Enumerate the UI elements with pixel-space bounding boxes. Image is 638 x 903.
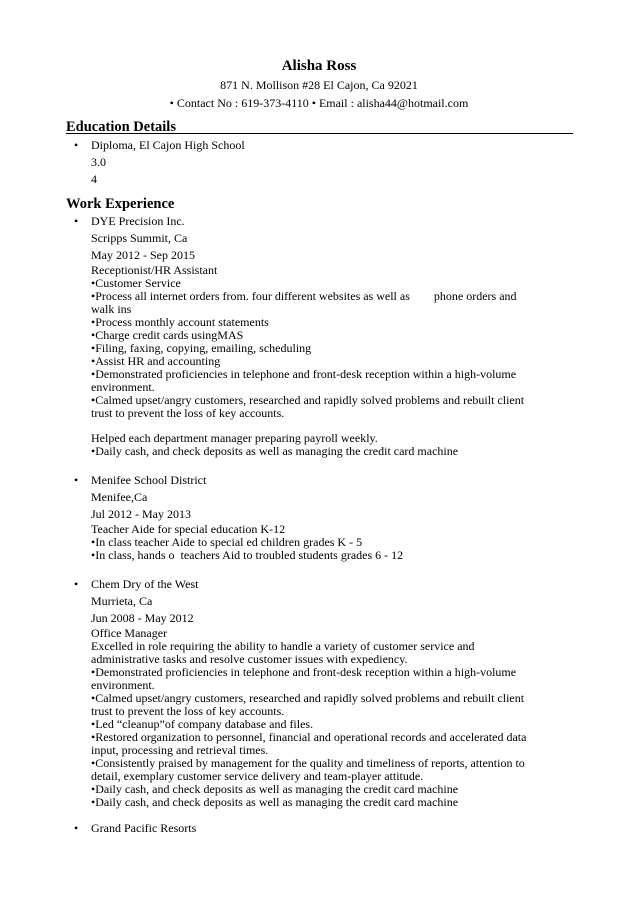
company-name: Chem Dry of the West xyxy=(91,577,199,591)
detail-line: •In class teacher Aide to special ed children grades K - 5 xyxy=(91,535,363,549)
detail-line: •Demonstrated proficiencies in telephone and front-desk reception within a high-volume xyxy=(91,665,517,679)
detail-line: input, processing and retrieval times. xyxy=(91,743,269,757)
company-name: Menifee School District xyxy=(91,473,207,487)
detail-line: detail, exemplary customer service delivery and team-player attitude. xyxy=(91,769,424,783)
work-entry-body xyxy=(91,576,571,809)
education-entry-body xyxy=(91,137,571,188)
detail-line: environment. xyxy=(91,380,155,394)
job-location: Scripps Summit, Ca xyxy=(91,231,188,245)
work-entry-body xyxy=(91,472,571,562)
detail-line: •Daily cash, and check deposits as well as managing the credit card machine xyxy=(91,782,459,796)
detail-line: •Led “cleanup”of company database and files. xyxy=(91,717,314,731)
job-dates: May 2012 - Sep 2015 xyxy=(91,248,195,262)
contact-line: • Contact No : 619-373-4110 • Email : alisha44@hotmail.com xyxy=(169,96,469,110)
detail-line: •Restored organization to personnel, financial and operational records and accelerated data xyxy=(91,730,527,744)
bullet-icon: • xyxy=(74,138,79,152)
scale-line: 4 xyxy=(91,172,97,186)
detail-line: •Filing, faxing, copying, emailing, scheduling xyxy=(91,341,312,355)
address-line: 871 N. Mollison #28 El Cajon, Ca 92021 xyxy=(220,78,418,92)
company-name: Grand Pacific Resorts xyxy=(91,821,197,835)
detail-line: •Daily cash, and check deposits as well as managing the credit card machine xyxy=(91,795,459,809)
job-location: Murrieta, Ca xyxy=(91,594,153,608)
detail-line: •Demonstrated proficiencies in telephone and front-desk reception within a high-volume xyxy=(91,367,517,381)
detail-line: •Customer Service xyxy=(91,276,181,290)
candidate-name: Alisha Ross xyxy=(281,58,357,74)
detail-line: Receptionist/HR Assistant xyxy=(91,263,218,277)
work-heading: Work Experience xyxy=(66,196,175,212)
detail-line: •Calmed upset/angry customers, researched and rapidly solved problems and rebuilt client xyxy=(91,393,525,407)
bullet-icon: • xyxy=(74,214,79,228)
detail-line: •Calmed upset/angry customers, researched and rapidly solved problems and rebuilt client xyxy=(91,691,525,705)
work-entry-body xyxy=(91,213,571,458)
detail-line: Excelled in role requiring the ability to handle a variety of customer service and xyxy=(91,639,475,653)
education-heading: Education Details xyxy=(66,119,176,135)
bullet-icon: • xyxy=(74,577,79,591)
bullet-icon: • xyxy=(74,821,79,835)
detail-line: •In class, hands o teachers Aid to troubled students grades 6 - 12 xyxy=(91,548,404,562)
detail-line: •Assist HR and accounting xyxy=(91,354,221,368)
company-name: DYE Precision Inc. xyxy=(91,214,185,228)
job-dates: Jun 2008 - May 2012 xyxy=(91,611,194,625)
detail-line: administrative tasks and resolve customer issues with expediency. xyxy=(91,652,408,666)
detail-line: •Daily cash, and check deposits as well as managing the credit card machine xyxy=(91,444,459,458)
detail-line: environment. xyxy=(91,678,155,692)
detail-line: trust to prevent the loss of key accounts. xyxy=(91,406,285,420)
detail-line: Office Manager xyxy=(91,626,168,640)
job-location: Menifee,Ca xyxy=(91,490,148,504)
school-line: Diploma, El Cajon High School xyxy=(91,138,245,152)
job-dates: Jul 2012 - May 2013 xyxy=(91,507,191,521)
gpa-line: 3.0 xyxy=(91,155,106,169)
detail-line: •Process monthly account statements xyxy=(91,315,269,329)
detail-line: walk ins xyxy=(91,302,132,316)
detail-line: •Charge credit cards usingMAS xyxy=(91,328,244,342)
education-divider xyxy=(66,133,573,134)
bullet-icon: • xyxy=(74,473,79,487)
detail-line: Helped each department manager preparing payroll weekly. xyxy=(91,431,378,445)
detail-line: •Consistently praised by management for the quality and timeliness of reports, attention to xyxy=(91,756,525,770)
detail-line: Teacher Aide for special education K-12 xyxy=(91,522,286,536)
work-entry-body xyxy=(91,820,571,837)
detail-line: trust to prevent the loss of key accounts. xyxy=(91,704,285,718)
detail-line: •Process all internet orders from. four different websites as well as phone orders and xyxy=(91,289,517,303)
